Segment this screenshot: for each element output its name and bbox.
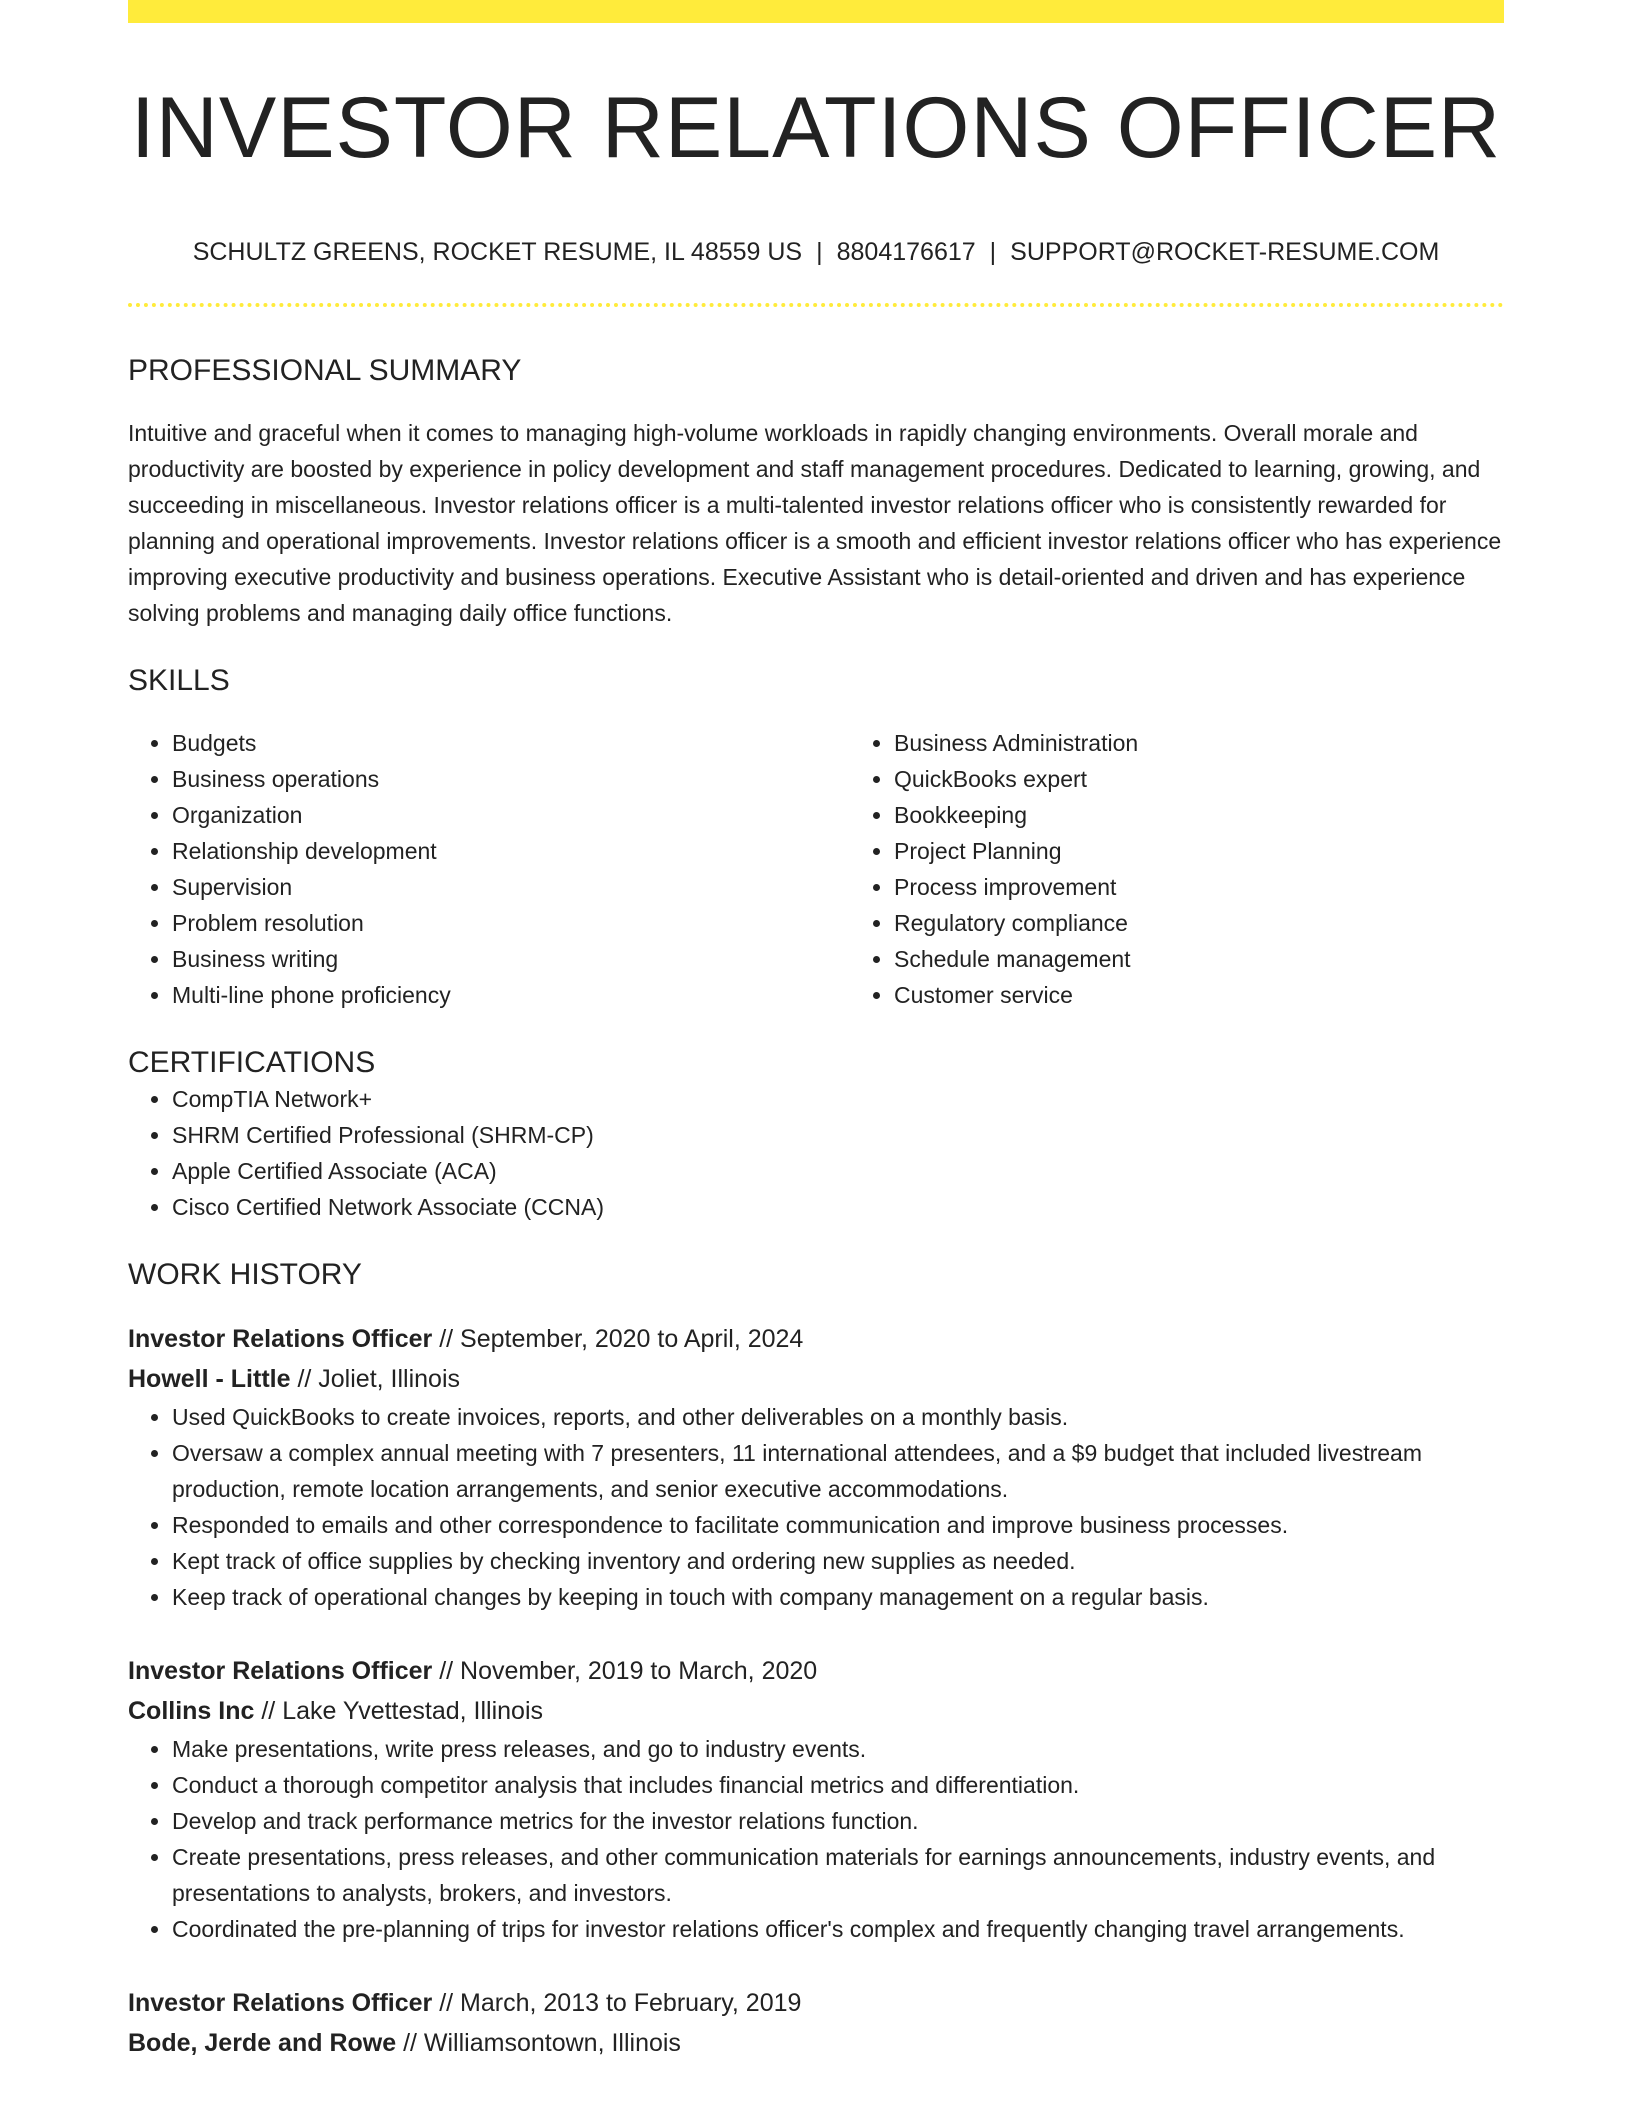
certification-item: • SHRM Certified Professional (SHRM-CP) — [172, 1117, 1504, 1153]
skill-item: • Organization — [172, 797, 850, 833]
job-duty: • Oversaw a complex annual meeting with 7 presenters, 11 international attendees, and a $9 budget that included livestream production, remote location arrangements, and senior executive accommodations. — [172, 1435, 1504, 1507]
job-entry — [128, 1651, 1504, 1947]
skill-item: • Supervision — [172, 869, 850, 905]
skills-list-left — [128, 725, 850, 1013]
resume-title: INVESTOR RELATIONS OFFICER — [130, 80, 1502, 176]
certifications-heading: CERTIFICATIONS — [128, 1046, 376, 1079]
summary-heading: PROFESSIONAL SUMMARY — [128, 354, 522, 387]
job-duty: • Make presentations, write press releases, and go to industry events. — [172, 1731, 1504, 1767]
job-company: Bode, Jerde and Rowe — [128, 2029, 397, 2057]
job-title: Investor Relations Officer — [128, 1989, 433, 2017]
job-duty: • Keep track of operational changes by keeping in touch with company management on a regular basis. — [172, 1579, 1504, 1615]
contact-phone: 8804176617 — [836, 238, 976, 266]
skill-item: • Project Planning — [894, 833, 1572, 869]
summary-text: Intuitive and graceful when it comes to managing high-volume workloads in rapidly changing environments. Overall morale and productivity are boosted by experience in policy development and staff management procedures. Dedicated to learning, growing, and succeeding in miscellaneous. Investor relations officer is a multi-talented investor relations officer who is consistently rewarded for planning and operational improvements. Investor relations officer is a smooth and efficient investor relations officer who has experience improving executive productivity and business operations. Executive Assistant who is detail-oriented and driven and has experience solving problems and managing daily office functions. — [128, 420, 1502, 626]
job-company-line — [128, 2023, 1504, 2063]
skill-item: • Relationship development — [172, 833, 850, 869]
job-title-line — [128, 1651, 1504, 1691]
header-divider — [128, 303, 1504, 307]
job-duty: • Responded to emails and other correspondence to facilitate communication and improve business processes. — [172, 1507, 1504, 1543]
skill-item: • Multi-line phone proficiency — [172, 977, 850, 1013]
skills-section — [128, 663, 1504, 1013]
skill-item: • Regulatory compliance — [894, 905, 1572, 941]
job-company: Howell - Little — [128, 1365, 291, 1393]
skill-item: • Process improvement — [894, 869, 1572, 905]
job-duties-list — [128, 1731, 1504, 1947]
skill-item: • Bookkeeping — [894, 797, 1572, 833]
job-duty: • Conduct a thorough competitor analysis that includes financial metrics and differentiation. — [172, 1767, 1504, 1803]
job-dates: // September, 2020 to April, 2024 — [432, 1325, 804, 1353]
certification-item: • Cisco Certified Network Associate (CCNA) — [172, 1189, 1504, 1225]
job-company-line — [128, 1691, 1504, 1731]
job-duty: • Kept track of office supplies by checking inventory and ordering new supplies as needed. — [172, 1543, 1504, 1579]
job-entry — [128, 1319, 1504, 1615]
top-accent-bar — [128, 0, 1504, 23]
work-history-heading: WORK HISTORY — [128, 1258, 362, 1291]
job-duties-list — [128, 1399, 1504, 1615]
job-dates: // November, 2019 to March, 2020 — [432, 1657, 818, 1685]
resume-page — [128, 0, 1504, 2063]
skills-list-right — [850, 725, 1572, 1013]
job-entry — [128, 1983, 1504, 2063]
skill-item: • Business Administration — [894, 725, 1572, 761]
job-company-line — [128, 1359, 1504, 1399]
job-company: Collins Inc — [128, 1697, 255, 1725]
job-location: // Lake Yvettestad, Illinois — [254, 1697, 544, 1725]
job-title-line — [128, 1983, 1504, 2023]
contact-email: SUPPORT@ROCKET-RESUME.COM — [1010, 238, 1440, 266]
skills-heading: SKILLS — [128, 664, 230, 697]
job-location: // Williamsontown, Illinois — [396, 2029, 681, 2057]
skill-item: • QuickBooks expert — [894, 761, 1572, 797]
work-history-section — [128, 1257, 1504, 2063]
job-title: Investor Relations Officer — [128, 1325, 433, 1353]
certifications-section — [128, 1045, 1504, 1225]
job-dates: // March, 2013 to February, 2019 — [432, 1989, 802, 2017]
certifications-list — [128, 1081, 1504, 1225]
certification-item: • CompTIA Network+ — [172, 1081, 1504, 1117]
contact-separator: | — [816, 238, 823, 266]
job-duty: • Develop and track performance metrics for the investor relations function. — [172, 1803, 1504, 1839]
skill-item: • Schedule management — [894, 941, 1572, 977]
job-title-line — [128, 1319, 1504, 1359]
skills-columns — [128, 725, 1504, 1013]
job-location: // Joliet, Illinois — [290, 1365, 461, 1393]
job-title: Investor Relations Officer — [128, 1657, 433, 1685]
job-duty: • Create presentations, press releases, and other communication materials for earnings announcements, industry events, and presentations to analysts, brokers, and investors. — [172, 1839, 1504, 1911]
skill-item: • Customer service — [894, 977, 1572, 1013]
job-duty: • Coordinated the pre-planning of trips for investor relations officer's complex and frequently changing travel arrangements. — [172, 1911, 1504, 1947]
contact-address: SCHULTZ GREENS, ROCKET RESUME, IL 48559 US — [192, 238, 803, 266]
skill-item: • Problem resolution — [172, 905, 850, 941]
skill-item: • Budgets — [172, 725, 850, 761]
job-duty: • Used QuickBooks to create invoices, reports, and other deliverables on a monthly basis. — [172, 1399, 1504, 1435]
skill-item: • Business writing — [172, 941, 850, 977]
certification-item: • Apple Certified Associate (ACA) — [172, 1153, 1504, 1189]
contact-separator: | — [989, 238, 997, 266]
summary-section — [128, 353, 1504, 631]
skill-item: • Business operations — [172, 761, 850, 797]
contact-line — [128, 237, 1504, 267]
